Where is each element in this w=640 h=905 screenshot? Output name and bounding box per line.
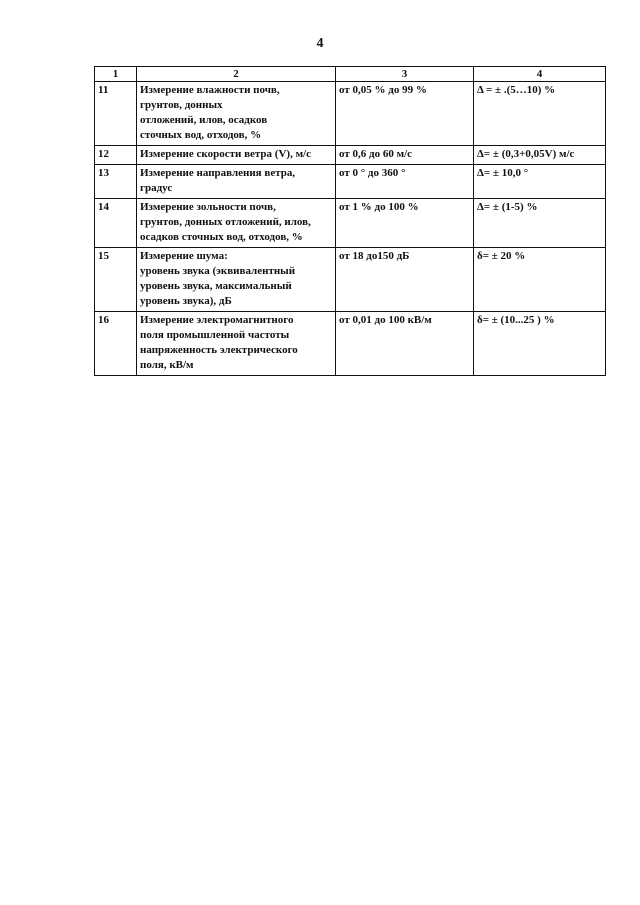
row-number: 12 [95,146,137,165]
row-number: 11 [95,82,137,146]
measurement-error: Δ= ± 10,0 ° [474,165,606,199]
column-header-3: 3 [336,67,474,82]
measurement-error: Δ= ± (1-5) % [474,199,606,248]
measurement-range: от 0,05 % до 99 % [336,82,474,146]
measurement-description: Измерение шума: уровень звука (эквивалентный уровень звука, максимальный уровень звука), дБ [137,248,336,312]
column-header-4: 4 [474,67,606,82]
measurement-description: Измерение электромагнитного поля промышленной частоты напряженность электрического поля, кВ/м [137,312,336,376]
measurement-error: δ= ± (10...25 ) % [474,312,606,376]
measurement-range: от 18 до150 дБ [336,248,474,312]
table-row [95,82,606,146]
measurement-description: Измерение скорости ветра (V), м/с [137,146,336,165]
measurement-description: Измерение направления ветра, градус [137,165,336,199]
table-row [95,312,606,376]
measurement-specs-table [94,66,606,376]
table-row [95,146,606,165]
measurement-range: от 1 % до 100 % [336,199,474,248]
measurement-error: Δ = ± .(5…10) % [474,82,606,146]
table-row [95,248,606,312]
measurement-description: Измерение зольности почв, грунтов, донных отложений, илов, осадков сточных вод, отходов, % [137,199,336,248]
measurement-range: от 0 ° до 360 ° [336,165,474,199]
measurement-range: от 0,01 до 100 кВ/м [336,312,474,376]
measurement-error: δ= ± 20 % [474,248,606,312]
row-number: 13 [95,165,137,199]
row-number: 16 [95,312,137,376]
column-header-1: 1 [95,67,137,82]
table-row [95,199,606,248]
column-header-2: 2 [137,67,336,82]
table-header-row [95,67,606,82]
measurement-description: Измерение влажности почв, грунтов, донных отложений, илов, осадков сточных вод, отходов, % [137,82,336,146]
table-row [95,165,606,199]
measurement-range: от 0,6 до 60 м/с [336,146,474,165]
measurement-error: Δ= ± (0,3+0,05V) м/с [474,146,606,165]
row-number: 15 [95,248,137,312]
page-number: 4 [316,36,324,51]
row-number: 14 [95,199,137,248]
